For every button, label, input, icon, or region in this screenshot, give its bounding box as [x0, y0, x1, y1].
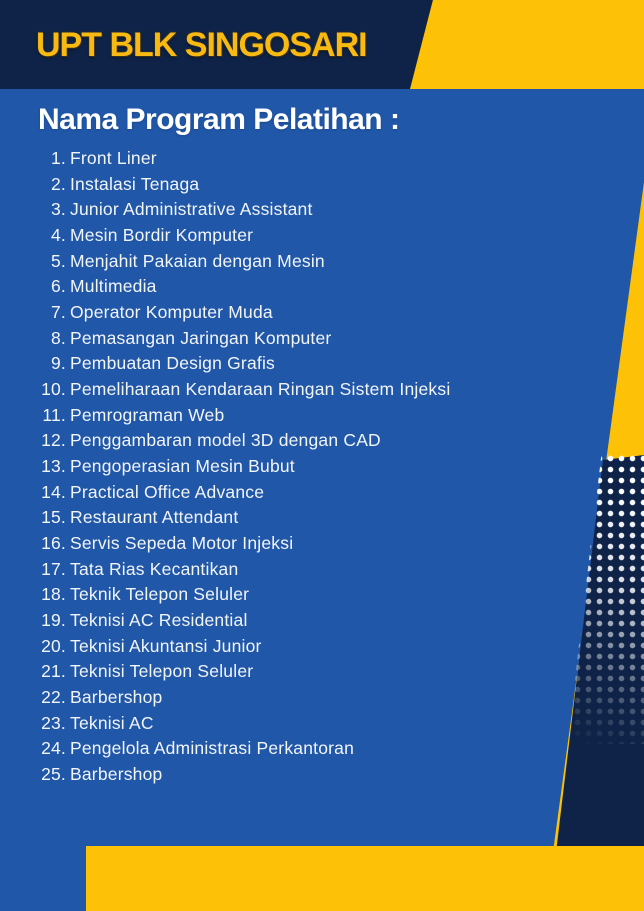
list-item-label: Junior Administrative Assistant [70, 199, 313, 220]
list-item-label: Servis Sepeda Motor Injeksi [70, 533, 294, 554]
header-band [0, 0, 644, 89]
list-item-number: 14. [41, 481, 66, 502]
list-item-label: Barbershop [70, 764, 163, 785]
list-item-label: Multimedia [70, 276, 157, 297]
list-item-number: 15. [41, 507, 66, 528]
list-item [36, 736, 596, 762]
list-item-number: 13. [41, 456, 66, 477]
list-item-number: 7. [51, 302, 66, 323]
list-item [36, 428, 596, 454]
list-item-label: Teknisi AC Residential [70, 610, 248, 631]
list-item [36, 351, 596, 377]
list-item-label: Penggambaran model 3D dengan CAD [70, 430, 381, 451]
list-item-label: Tata Rias Kecantikan [70, 558, 239, 579]
list-item [36, 659, 596, 685]
list-item-label: Pengoperasian Mesin Bubut [70, 456, 295, 477]
list-item [36, 403, 596, 429]
list-item-number: 11. [42, 404, 66, 425]
list-item-number: 22. [41, 687, 66, 708]
list-item [36, 454, 596, 480]
list-item-label: Barbershop [70, 687, 163, 708]
list-item-label: Operator Komputer Muda [70, 302, 273, 323]
list-item-label: Teknisi AC [70, 712, 154, 733]
list-item [36, 300, 596, 326]
list-item-label: Pemrograman Web [70, 404, 225, 425]
list-item-label: Pengelola Administrasi Perkantoran [70, 738, 355, 759]
list-item-label: Teknik Telepon Seluler [70, 584, 250, 605]
list-item-label: Mesin Bordir Komputer [70, 225, 254, 246]
list-item-number: 6. [51, 276, 66, 297]
list-item-number: 2. [51, 173, 66, 194]
list-item-number: 8. [51, 327, 66, 348]
list-item-number: 5. [51, 250, 66, 271]
list-item-label: Front Liner [70, 148, 157, 168]
list-item-label: Instalasi Tenaga [70, 173, 200, 194]
list-item-number: 18. [41, 584, 66, 605]
list-item [36, 634, 596, 660]
list-item-number: 21. [41, 661, 66, 682]
list-item [36, 557, 596, 583]
list-item [36, 326, 596, 352]
list-item-label: Practical Office Advance [70, 481, 265, 502]
program-list-heading: Nama Program Pelatihan : [38, 103, 400, 136]
list-item-number: 9. [51, 353, 66, 374]
list-item-label: Pemasangan Jaringan Komputer [70, 327, 332, 348]
list-item [36, 711, 596, 737]
list-item [36, 505, 596, 531]
yellow-bottom-bar-shape [86, 846, 644, 911]
list-item-label: Teknisi Telepon Seluler [70, 661, 254, 682]
list-item [36, 531, 596, 557]
list-item [36, 146, 596, 172]
list-item [36, 274, 596, 300]
list-item-number: 3. [51, 199, 66, 220]
list-item [36, 223, 596, 249]
list-item [36, 172, 596, 198]
list-item-label: Pembuatan Design Grafis [70, 353, 275, 374]
list-item [36, 762, 596, 788]
list-item-number: 12. [41, 430, 66, 451]
list-item-number: 4. [51, 225, 66, 246]
program-list [36, 146, 596, 788]
list-item-label: Teknisi Akuntansi Junior [70, 635, 262, 656]
list-item [36, 480, 596, 506]
list-item-number: 19. [41, 610, 66, 631]
list-item-number: 16. [41, 533, 66, 554]
list-item-number: 24. [41, 738, 66, 759]
list-item [36, 377, 596, 403]
list-item [36, 197, 596, 223]
list-item [36, 608, 596, 634]
list-item-label: Restaurant Attendant [70, 507, 239, 528]
header-yellow-accent-shape [410, 0, 644, 89]
list-item [36, 685, 596, 711]
poster-title: UPT BLK SINGOSARI [36, 26, 367, 64]
list-item-number: 1. [51, 148, 66, 168]
list-item [36, 582, 596, 608]
list-item-label: Pemeliharaan Kendaraan Ringan Sistem Injeksi [70, 379, 451, 400]
list-item-number: 17. [41, 558, 66, 579]
list-item-number: 20. [41, 635, 66, 656]
list-item-number: 23. [41, 712, 66, 733]
list-item-label: Menjahit Pakaian dengan Mesin [70, 250, 325, 271]
list-item-number: 25. [41, 764, 66, 785]
list-item [36, 249, 596, 275]
list-item-number: 10. [41, 379, 66, 400]
